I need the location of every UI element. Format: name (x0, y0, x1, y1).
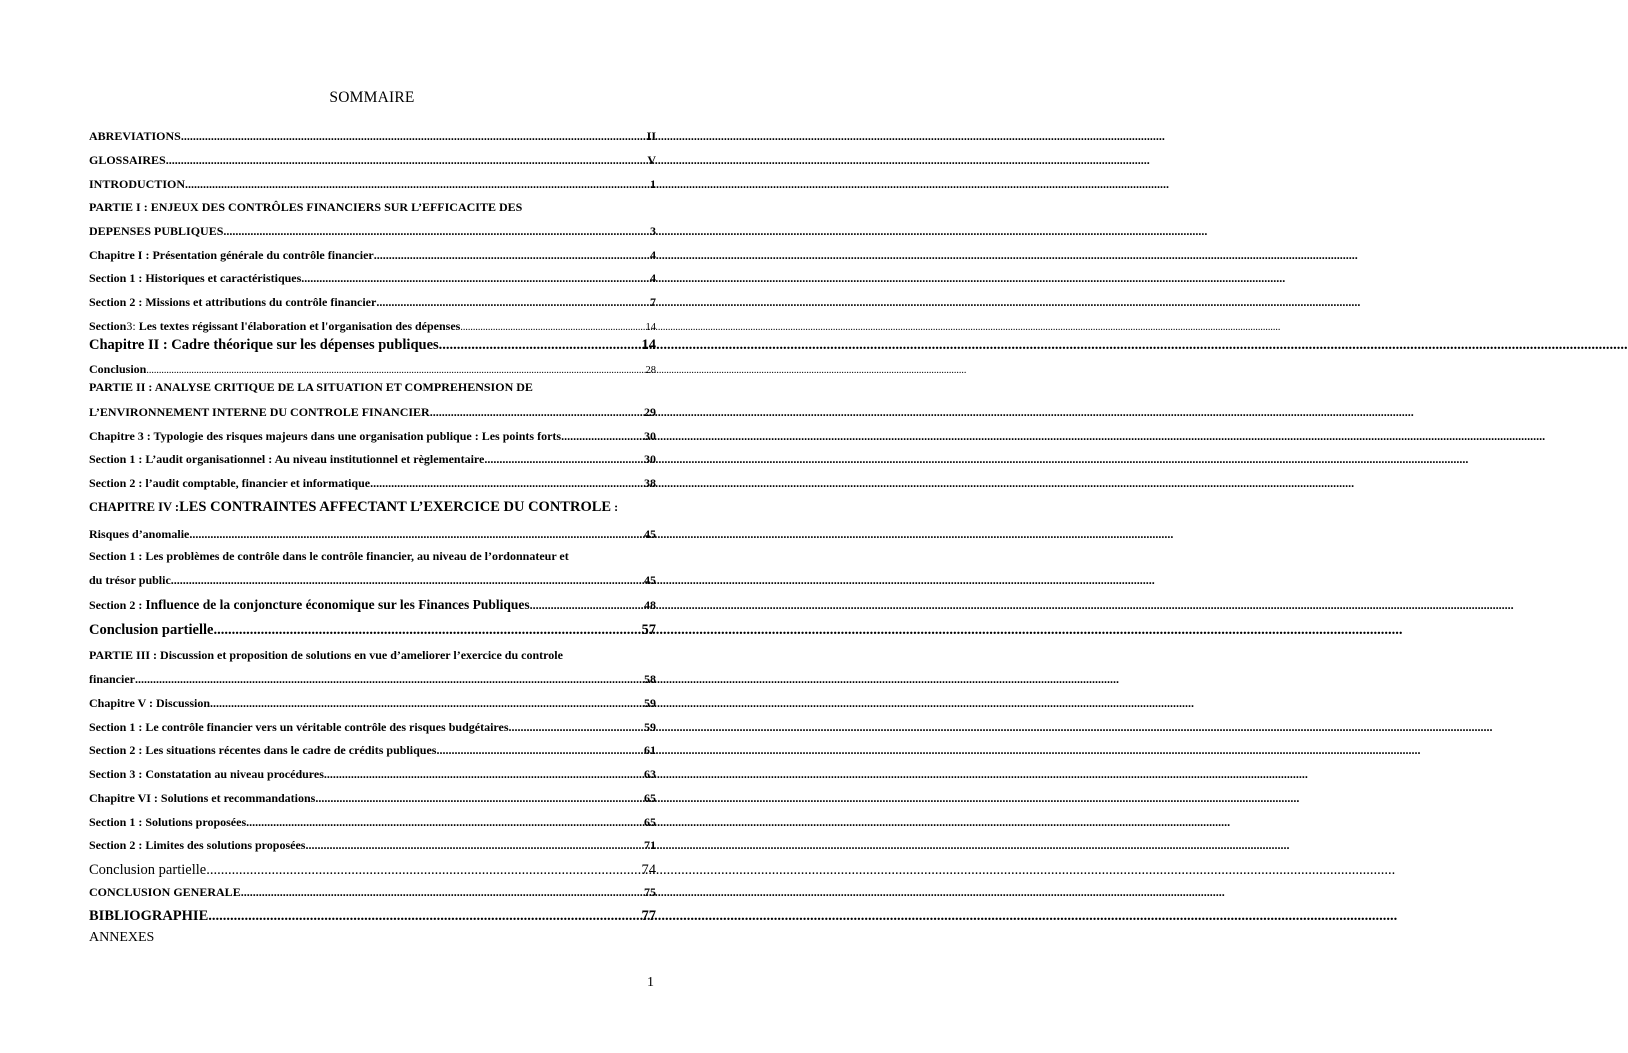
toc-label: du trésor public (89, 573, 171, 587)
toc-label-part: Section (89, 319, 127, 333)
toc-label (89, 597, 530, 613)
toc-label: INTRODUCTION (89, 177, 186, 191)
leader-dots (509, 720, 644, 735)
toc-label-part: : (611, 500, 619, 514)
toc-entry-abreviations[interactable] (89, 129, 656, 144)
toc-label: Chapitre I : Présentation générale du contrôle financier (89, 248, 374, 262)
leader-dots (439, 337, 642, 354)
toc-label: Chapitre V : Discussion (89, 696, 211, 710)
toc-entry-bibliographie[interactable] (89, 908, 656, 925)
leader-dots (305, 838, 644, 853)
toc-partie-3-line-1[interactable]: PARTIE III : Discussion et proposition de solutions en vue d’ameliorer l’exercice du controle (89, 648, 563, 662)
toc-entry-chapitre-3[interactable] (89, 429, 656, 444)
toc-entry-conclusion-partielle-2[interactable] (89, 862, 656, 879)
toc-page: V (647, 153, 656, 167)
leader-dots (213, 622, 641, 639)
leader-dots (315, 791, 644, 806)
toc-page: 59 (644, 720, 656, 734)
leader-dots (484, 452, 644, 467)
toc-page: 65 (644, 815, 656, 829)
toc-entry-chapitre-4[interactable] (89, 527, 656, 542)
toc-page: 38 (644, 476, 656, 490)
toc-entry-conclusion[interactable] (89, 362, 656, 377)
toc-entry-chapitre-5[interactable] (89, 696, 656, 711)
toc-entry-conclusion-partielle-1[interactable] (89, 622, 656, 639)
toc-page: 74 (641, 862, 656, 878)
toc-label: Conclusion partielle (89, 622, 214, 638)
toc-page: 63 (644, 767, 656, 781)
leader-dots (146, 365, 645, 376)
toc-page: 4 (650, 271, 656, 285)
toc-label: Section 2 : Missions et attributions du contrôle financier (89, 295, 377, 309)
toc-label-part: 3: (126, 319, 139, 333)
leader-dots (189, 527, 644, 542)
toc-page: 58 (644, 672, 656, 686)
leader-dots (210, 696, 644, 711)
leader-dots (530, 598, 644, 613)
toc-page: 65 (644, 791, 656, 805)
toc-label: GLOSSAIRES (89, 153, 166, 167)
toc-entry-chapitre-6[interactable] (89, 791, 656, 806)
toc-page: 14 (641, 337, 656, 353)
leader-dots (241, 885, 644, 900)
toc-page: 59 (644, 696, 656, 710)
toc-entry-ch3-section-2[interactable] (89, 476, 656, 491)
toc-label: Section 1 : L’audit organisationnel : Au niveau institutionnel et règlementaire (89, 452, 485, 466)
leader-dots (135, 672, 644, 687)
toc-page: 45 (644, 573, 656, 587)
toc-page: 30 (644, 429, 656, 443)
toc-label: Conclusion (89, 362, 147, 376)
toc-label-part: Influence de la conjoncture économique sur les Finances Publiques (145, 597, 530, 612)
toc-ch4-section-1-line-1[interactable]: Section 1 : Les problèmes de contrôle dans le contrôle financier, au niveau de l’ordonnateur et (89, 549, 569, 563)
leader-dots (223, 224, 650, 239)
toc-page: 61 (644, 743, 656, 757)
toc-label (89, 319, 460, 334)
toc-label: ABREVIATIONS (89, 129, 181, 143)
toc-label: Chapitre 3 : Typologie des risques majeurs dans une organisation publique : Les points forts (89, 429, 562, 443)
toc-label-part: Section 2 : (89, 598, 146, 612)
leader-dots (208, 908, 641, 925)
toc-label: CONCLUSION GENERALE (89, 885, 241, 899)
toc-entry-ch1-section-1[interactable] (89, 271, 656, 286)
toc-partie-1-line-1[interactable]: PARTIE I : ENJEUX DES CONTRÔLES FINANCIERS SUR L’EFFICACITE DES (89, 200, 523, 214)
toc-page: 48 (644, 598, 656, 612)
leader-dots (436, 743, 644, 758)
toc-entry-ch1-section-3[interactable] (89, 319, 656, 334)
toc-entry-introduction[interactable] (89, 177, 656, 192)
toc-page: 45 (644, 527, 656, 541)
toc-page: 7 (650, 295, 656, 309)
toc-entry-ch4-section-2[interactable] (89, 597, 656, 613)
page-title: SOMMAIRE (329, 89, 415, 106)
toc-label: Conclusion partielle (89, 862, 207, 878)
leader-dots (206, 862, 641, 879)
toc-label: L’ENVIRONNEMENT INTERNE DU CONTROLE FINANCIER (89, 405, 430, 419)
toc-label: financier (89, 672, 135, 686)
leader-dots (376, 295, 650, 310)
toc-page: 28 (645, 365, 656, 376)
toc-entry-ch5-section-3[interactable] (89, 767, 656, 782)
toc-page: II (646, 129, 656, 143)
toc-entry-glossaires[interactable] (89, 153, 656, 168)
toc-page: 1 (650, 177, 656, 191)
leader-dots (301, 271, 650, 286)
toc-page: 30 (644, 452, 656, 466)
toc-label: Chapitre II : Cadre théorique sur les dépenses publiques (89, 337, 439, 353)
leader-dots (430, 405, 644, 420)
toc-label-part: CHAPITRE IV : (89, 500, 180, 514)
toc-label-part: Les textes régissant l'élaboration et l'organisation des dépenses (138, 319, 461, 333)
toc-entry-chapitre-1[interactable] (89, 248, 656, 263)
toc-entry-conclusion-generale[interactable] (89, 885, 656, 900)
toc-label: Section 3 : Constatation au niveau procédures (89, 767, 324, 781)
toc-entry-ch5-section-1[interactable] (89, 720, 656, 735)
toc-page: 29 (644, 405, 656, 419)
toc-entry-partie-2[interactable] (89, 405, 656, 420)
page-number: 1 (647, 975, 654, 990)
toc-entry-annexes[interactable]: ANNEXES (89, 930, 155, 945)
toc-label: Section 1 : Solutions proposées (89, 815, 247, 829)
leader-dots (460, 322, 645, 333)
leader-dots (374, 248, 650, 263)
toc-entry-ch5-section-2[interactable] (89, 743, 656, 758)
leader-dots (324, 767, 644, 782)
toc-entry-ch4-section-1[interactable] (89, 573, 656, 588)
toc-label: Risques d’anomalie (89, 527, 190, 541)
toc-page: 71 (644, 838, 656, 852)
leader-dots (246, 815, 644, 830)
toc-entry-ch3-section-1[interactable] (89, 452, 656, 467)
toc-page: 14 (645, 322, 656, 333)
toc-partie-2-line-1[interactable]: PARTIE II : ANALYSE CRITIQUE DE LA SITUATION ET COMPREHENSION DE (89, 380, 533, 394)
toc-entry-chapitre-2[interactable] (89, 337, 656, 354)
toc-label: Section 2 : Les situations récentes dans le cadre de crédits publiques (89, 743, 437, 757)
leader-dots (181, 129, 647, 144)
leader-dots (166, 153, 648, 168)
toc-entry-partie-3[interactable] (89, 672, 656, 687)
toc-chapitre-4-line-1[interactable] (89, 499, 656, 516)
toc-label: Chapitre VI : Solutions et recommandations (89, 791, 316, 805)
toc-label-part: LES CONTRAINTES AFFECTANT L’EXERCICE DU CONTROLE (179, 499, 612, 515)
toc-entry-ch6-section-2[interactable] (89, 838, 656, 853)
toc-label: Section 2 : l’audit comptable, financier et informatique (89, 476, 371, 490)
leader-dots (370, 476, 644, 491)
leader-dots (171, 573, 644, 588)
toc-label: BIBLIOGRAPHIE (89, 908, 209, 924)
toc-page: 75 (644, 885, 656, 899)
toc-label: Section 1 : Historiques et caractéristiques (89, 271, 302, 285)
toc-page: 57 (641, 622, 656, 638)
toc-entry-ch6-section-1[interactable] (89, 815, 656, 830)
toc-label: Section 1 : Le contrôle financier vers un véritable contrôle des risques budgétaires (89, 720, 509, 734)
toc-label: Section 2 : Limites des solutions proposées (89, 838, 306, 852)
leader-dots (185, 177, 650, 192)
toc-entry-partie-1[interactable] (89, 224, 656, 239)
toc-page: 77 (641, 908, 656, 924)
toc-label: DEPENSES PUBLIQUES (89, 224, 224, 238)
leader-dots (561, 429, 644, 444)
toc-page: 4 (650, 248, 656, 262)
toc-page: 3 (650, 224, 656, 238)
toc-entry-ch1-section-2[interactable] (89, 295, 656, 310)
